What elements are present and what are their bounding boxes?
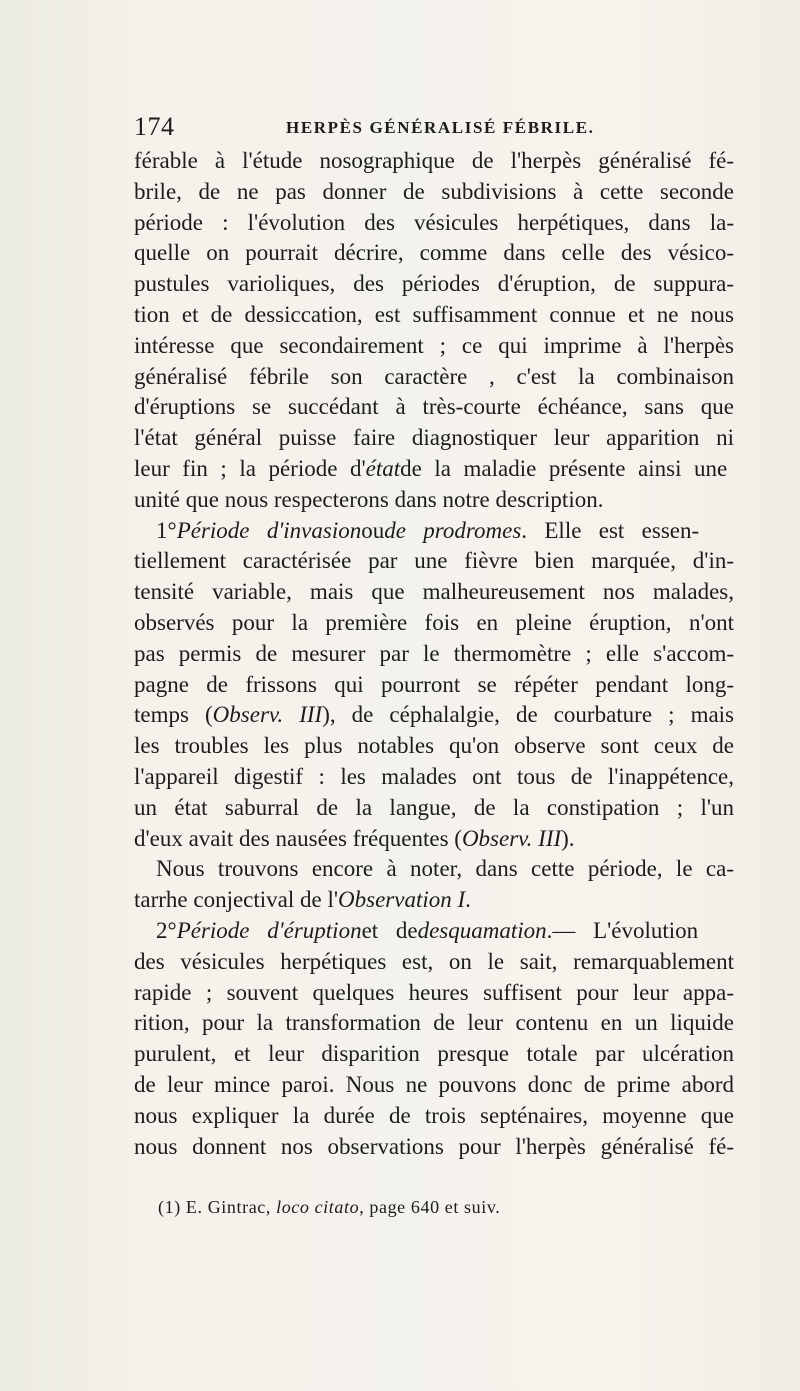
text-line: férable à l'étude nosographique de l'herpès généralisé fé-	[134, 148, 734, 173]
footnote	[158, 1197, 718, 1218]
text-line: unité que nous respecterons dans notre description.	[134, 486, 604, 512]
footnote-marker: (1)	[158, 1197, 181, 1217]
text-line: quelle on pourrait décrire, comme dans celle des vésico-	[134, 240, 734, 266]
text-line: généralisé fébrile son caractère , c'est la combinaison	[134, 363, 734, 389]
running-title: HERPÈS GÉNÉRALISÉ FÉBRILE.	[286, 118, 595, 137]
text-line: Nous trouvons encore à noter, dans cette période, le ca-	[156, 856, 734, 882]
text-line: 2°Période d'éruptionet dedesquamation.— L'évolution	[156, 917, 699, 943]
body-text	[134, 146, 734, 1162]
text-line: leur fin ; la période d'étatde la maladie présente ainsi une	[134, 455, 728, 481]
text-line: 1°Période d'invasionoude prodromes. Elle est essen-	[156, 517, 700, 543]
footnote-rest: , page 640 et suiv.	[359, 1197, 501, 1217]
text-line: rapide ; souvent quelques heures suffisent pour leur appa-	[134, 979, 734, 1005]
text-line: pas permis de mesurer par le thermomètre ; elle s'accom-	[134, 640, 734, 666]
text-line: temps (Observ. III), de céphalalgie, de courbature ; mais	[134, 702, 735, 728]
page-header	[134, 112, 734, 148]
text-line: les troubles les plus notables qu'on observe sont ceux de	[134, 733, 734, 759]
text-line: purulent, et leur disparition presque totale par ulcération	[134, 1041, 734, 1067]
text-line: de leur mince paroi. Nous ne pouvons donc de prime abord	[134, 1071, 734, 1097]
page-number: 174	[134, 112, 175, 141]
text-line: tarrhe conjectival de l'Observation I.	[134, 887, 471, 913]
text-line: intéresse que secondairement ; ce qui imprime à l'herpès	[134, 332, 734, 358]
text-line: tiellement caractérisée par une fièvre bien marquée, d'in-	[134, 548, 734, 574]
text-line: nous donnent nos observations pour l'herpès généralisé fé-	[134, 1133, 734, 1159]
text-line: d'eux avait des nausées fréquentes (Observ. III).	[134, 825, 575, 851]
text-line: l'appareil digestif : les malades ont tous de l'inappétence,	[134, 763, 734, 789]
text-line: d'éruptions se succédant à très-courte échéance, sans que	[134, 394, 734, 420]
text-line: pagne de frissons qui pourront se répéter pendant long-	[134, 671, 734, 697]
text-line: brile, de ne pas donner de subdivisions à cette seconde	[134, 178, 734, 204]
text-line: période : l'évolution des vésicules herpétiques, dans la-	[134, 209, 734, 235]
text-line: tion et de dessiccation, est suffisamment connue et ne nous	[134, 301, 734, 327]
text-line: pustules varioliques, des périodes d'éruption, de suppura-	[134, 271, 734, 297]
footnote-italic: loco citato	[276, 1197, 360, 1217]
footnote-author: E. Gintrac,	[185, 1197, 271, 1217]
text-line: l'état général puisse faire diagnostiquer leur apparition ni	[134, 425, 734, 451]
text-line: observés pour la première fois en pleine éruption, n'ont	[134, 609, 734, 635]
text-line: un état saburral de la langue, de la constipation ; l'un	[134, 794, 734, 820]
text-line: tensité variable, mais que malheureusement nos malades,	[134, 579, 734, 605]
text-line: rition, pour la transformation de leur contenu en un liquide	[134, 1010, 734, 1036]
text-line: des vésicules herpétiques est, on le sait, remarquablement	[134, 948, 734, 974]
text-line: nous expliquer la durée de trois septénaires, moyenne que	[134, 1102, 734, 1128]
